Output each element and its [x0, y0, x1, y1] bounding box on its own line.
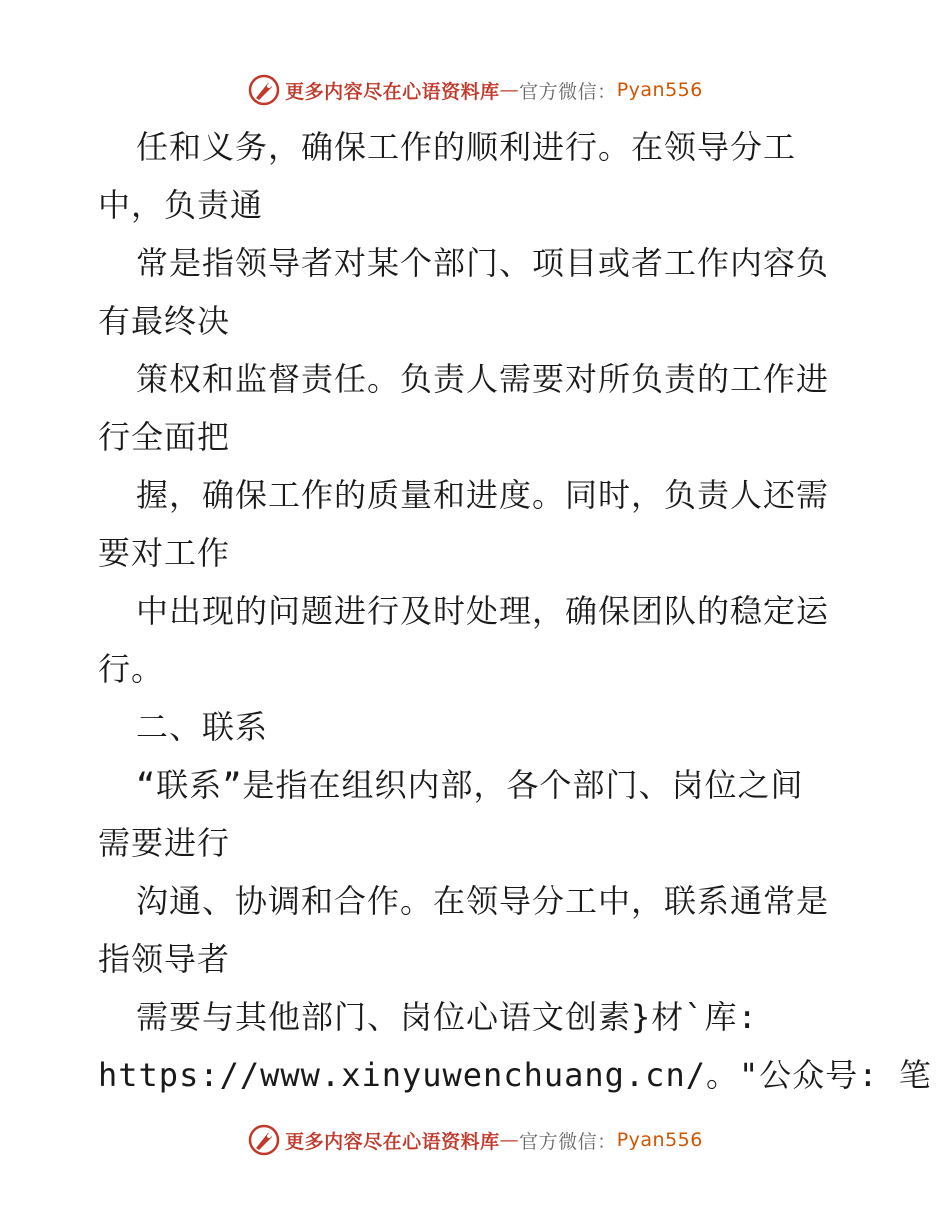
text-line: 中，负责通 [98, 186, 264, 224]
text-line: 任和义务，确保工作的顺利进行。在领导分工 [136, 128, 797, 166]
text-line: 常是指领导者对某个部门、项目或者工作内容负 [136, 244, 830, 282]
footer-dash: — [499, 1129, 520, 1151]
text-line: 指领导者 [98, 940, 231, 978]
text-line: “联系”是指在组织内部，各个部门、岗位之间 [136, 766, 804, 804]
header-wechat-label: 官方微信： [519, 80, 617, 103]
header-dash: — [499, 79, 520, 101]
header-brand-text: 更多内容尽在心语资料库 [285, 80, 500, 103]
document-body [98, 118, 932, 1104]
text-line: 需要进行 [98, 824, 231, 862]
footer-wechat-label: 官方微信： [519, 1130, 617, 1153]
footer-wechat-id: Pyan556 [616, 1129, 703, 1151]
text-line: 有最终决 [98, 302, 231, 340]
section-heading: 二、联系 [136, 708, 269, 746]
text-line: 中出现的问题进行及时处理，确保团队的稳定运 [136, 592, 830, 630]
pen-nib-logo-icon [247, 1123, 281, 1157]
pen-nib-logo-icon [247, 73, 281, 107]
footer-banner [0, 1120, 950, 1160]
text-line: 握，确保工作的质量和进度。同时，负责人还需 [136, 476, 830, 514]
text-line: 策权和监督责任。负责人需要对所负责的工作进 [136, 360, 830, 398]
text-line: 行全面把 [98, 418, 231, 456]
header-wechat-id: Pyan556 [616, 79, 703, 101]
text-line: https://www.xinyuwenchuang.cn/。"公众号: 笔 [98, 1056, 932, 1094]
text-line: 需要与其他部门、岗位心语文创素}材`库: [136, 998, 758, 1036]
text-line: 行。 [98, 650, 165, 688]
footer-brand-text: 更多内容尽在心语资料库 [285, 1130, 500, 1153]
header-banner [0, 70, 950, 110]
text-line: 沟通、协调和合作。在领导分工中，联系通常是 [136, 882, 830, 920]
text-line: 要对工作 [98, 534, 231, 572]
